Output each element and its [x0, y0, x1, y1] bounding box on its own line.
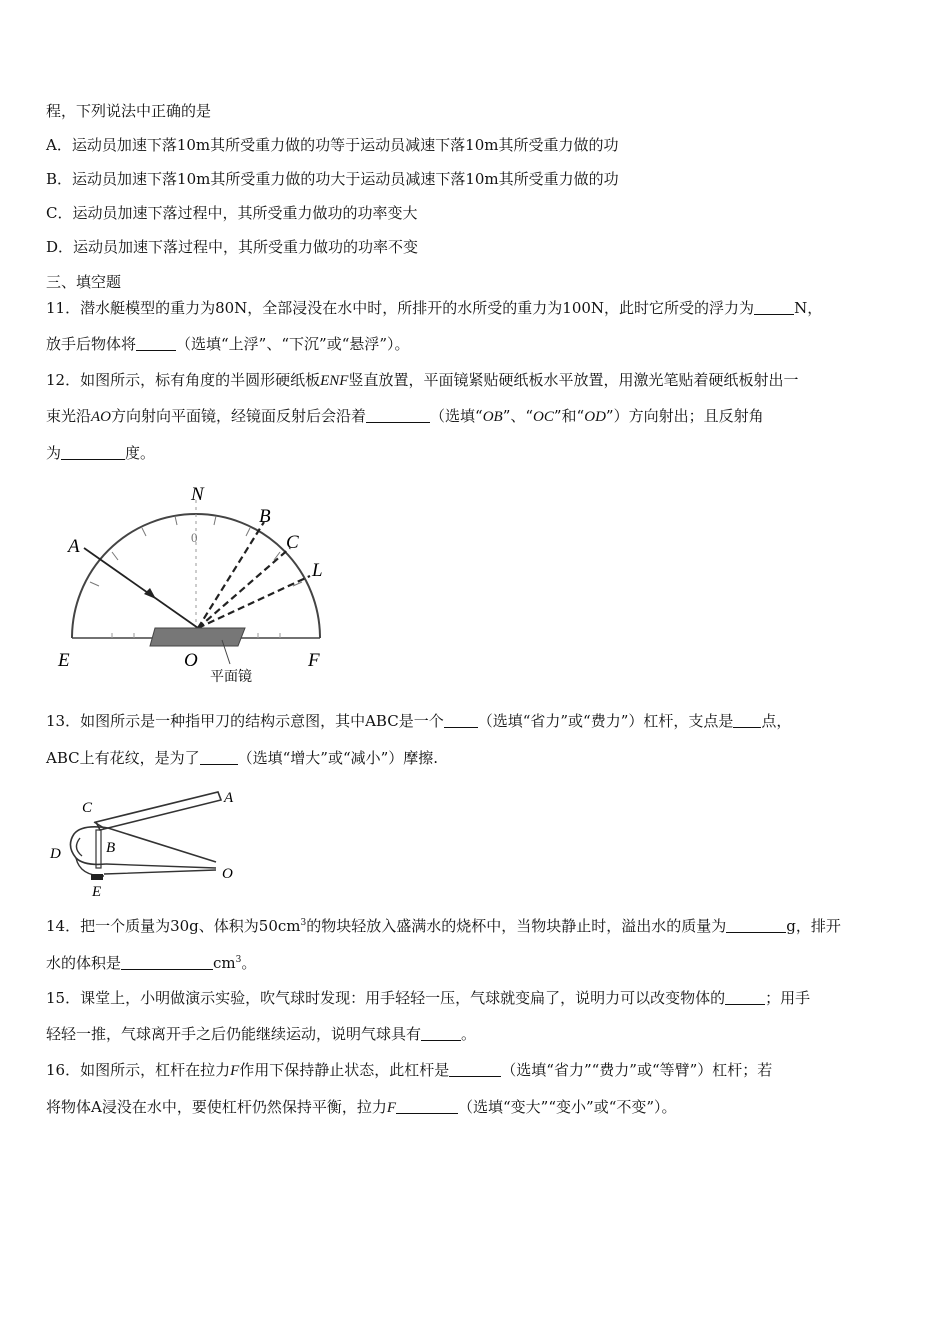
label-b: B [259, 506, 271, 527]
label-a: A [68, 536, 80, 557]
q13-text: ABC上有花纹，是为了 [46, 749, 200, 767]
label-a: A [224, 790, 234, 806]
label-o: O [222, 866, 233, 882]
q16-line-1 [46, 1060, 772, 1081]
q15-text: ；用手 [765, 989, 811, 1007]
pin-e [91, 874, 103, 880]
q13-blank-1[interactable] [444, 713, 478, 728]
q10-option-a: A．运动员加速下落10m其所受重力做的功等于运动员减速下落10m其所受重力做的功 [46, 136, 619, 154]
q16-text: （选填“变大”“变小”或“不变”）。 [458, 1098, 677, 1116]
label-f: F [308, 650, 320, 671]
q12-var-od: OD [584, 409, 606, 425]
nail-clipper-figure [46, 784, 256, 902]
label-d: D [50, 846, 61, 862]
q10-stem-tail: 程，下列说法中正确的是 [46, 102, 212, 120]
q14-blank-2[interactable] [121, 955, 213, 970]
q11-line-1 [46, 298, 822, 318]
q16-text: （选填“省力”“费力”或“等臂”）杠杆；若 [501, 1061, 773, 1079]
q11-text: N， [794, 299, 823, 317]
q12-blank-2[interactable] [61, 445, 125, 460]
q10-option-b: B．运动员加速下落10m其所受重力做的功大于运动员减速下落10m其所受重力做的功 [46, 170, 619, 188]
q14-superscript: 3 [235, 955, 242, 965]
q13-text: （选填“增大”或“减小”）摩擦. [237, 749, 439, 767]
q15-line-1 [46, 988, 810, 1008]
label-e: E [58, 650, 70, 671]
q13-blank-2[interactable] [733, 713, 761, 728]
q16-text: 16．如图所示，杠杆在拉力 [46, 1061, 231, 1079]
q12-text: （选填“ [430, 407, 483, 425]
q13-text: 13．如图所示是一种指甲刀的结构示意图，其中ABC是一个 [46, 712, 444, 730]
q14-text: 水的体积是 [46, 954, 122, 972]
q13-text: 点， [761, 712, 792, 730]
q12-text: 方向射向平面镜，经镜面反射后会沿着 [111, 407, 367, 425]
q11-text: （选填“上浮”、“下沉”或“悬浮”）。 [176, 335, 410, 353]
q15-text: 轻轻一推，气球离开手之后仍能继续运动，说明气球具有 [46, 1025, 422, 1043]
label-c: C [82, 800, 93, 816]
q12-text: 为 [46, 444, 62, 462]
label-zero: 0 [191, 530, 198, 545]
q12-text: ”、“ [502, 407, 534, 425]
label-n: N [191, 484, 204, 505]
q11-text: 放手后物体将 [46, 335, 137, 353]
q13-line-2 [46, 748, 438, 768]
q15-blank-2[interactable] [421, 1026, 461, 1041]
q16-text: 作用下保持静止状态，此杠杆是 [239, 1061, 450, 1079]
q12-text: 竖直放置，平面镜紧贴硬纸板水平放置，用激光笔贴着硬纸板射出一 [348, 371, 799, 389]
q14-line-2 [46, 953, 256, 973]
q14-text: cm [213, 954, 236, 972]
incident-ray-ao [84, 548, 198, 628]
q13-blank-3[interactable] [200, 750, 238, 765]
q12-var-enf: ENF [320, 373, 349, 389]
q10-option-d: D．运动员加速下落过程中，其所受重力做功的功率不变 [46, 238, 419, 256]
q12-var-ob: OB [482, 409, 503, 425]
q14-blank-1[interactable] [726, 918, 786, 933]
q12-blank-1[interactable] [366, 408, 430, 423]
q14-superscript: 3 [300, 918, 307, 928]
q16-var-f: F [386, 1100, 397, 1116]
section-title: 三、填空题 [46, 273, 122, 291]
q12-text: 12．如图所示，标有角度的半圆形硬纸板 [46, 371, 321, 389]
q12-var-oc: OC [533, 409, 554, 425]
upper-jaw [70, 827, 216, 865]
q16-blank-2[interactable] [396, 1099, 458, 1114]
q12-text: 度。 [125, 444, 156, 462]
q14-text: 的物块轻放入盛满水的烧杯中，当物块静止时，溢出水的质量为 [306, 917, 727, 935]
q12-var-ao: AO [91, 409, 112, 425]
reflected-ray-oc [198, 548, 290, 628]
reflection-protractor-figure [52, 478, 352, 688]
q12-line-2 [46, 406, 764, 427]
q12-text: 束光沿 [46, 407, 92, 425]
lever-abc [96, 792, 221, 830]
q11-blank-1[interactable] [754, 300, 794, 315]
q12-text: ”）方向射出；且反射角 [605, 407, 764, 425]
plane-mirror [150, 628, 245, 646]
q13-text: （选填“省力”或“费力”）杠杆，支点是 [477, 712, 734, 730]
q16-var-f: F [230, 1063, 240, 1079]
q14-text: 14．把一个质量为30g、体积为50cm [46, 917, 301, 935]
mirror-caption: 平面镜 [210, 670, 252, 685]
label-b: B [106, 840, 116, 856]
label-l: L [312, 560, 323, 581]
q16-text: 将物体A浸没在水中，要使杠杆仍然保持平衡，拉力 [46, 1098, 387, 1116]
q15-text: 。 [461, 1025, 477, 1043]
label-o: O [184, 650, 198, 671]
q12-line-3 [46, 443, 155, 463]
q10-option-c: C．运动员加速下落过程中，其所受重力做功的功率变大 [46, 204, 418, 222]
q11-text: 11．潜水艇模型的重力为80N，全部浸没在水中时，所排开的水所受的重力为100N，此时它所受的浮力为 [46, 299, 755, 317]
q11-line-2 [46, 334, 410, 354]
q15-blank-1[interactable] [725, 990, 765, 1005]
q11-blank-2[interactable] [136, 336, 176, 351]
q16-line-2 [46, 1097, 677, 1118]
q15-text: 15．课堂上，小明做演示实验，吹气球时发现：用手轻轻一压，气球就变扁了，说明力可以改变物体的 [46, 989, 726, 1007]
q16-blank-1[interactable] [449, 1062, 501, 1077]
reflected-ray-ol [198, 576, 310, 628]
q12-line-1 [46, 370, 798, 391]
pin-b [96, 830, 101, 868]
q13-line-1 [46, 711, 791, 731]
q15-line-2 [46, 1024, 476, 1044]
q14-text: g，排开 [786, 917, 841, 935]
q14-line-1 [46, 916, 841, 936]
incident-ray-arrow [144, 588, 156, 599]
label-e: E [92, 884, 102, 900]
q12-text: ”和“ [553, 407, 585, 425]
label-c: C [286, 532, 299, 553]
q14-text: 。 [241, 954, 257, 972]
